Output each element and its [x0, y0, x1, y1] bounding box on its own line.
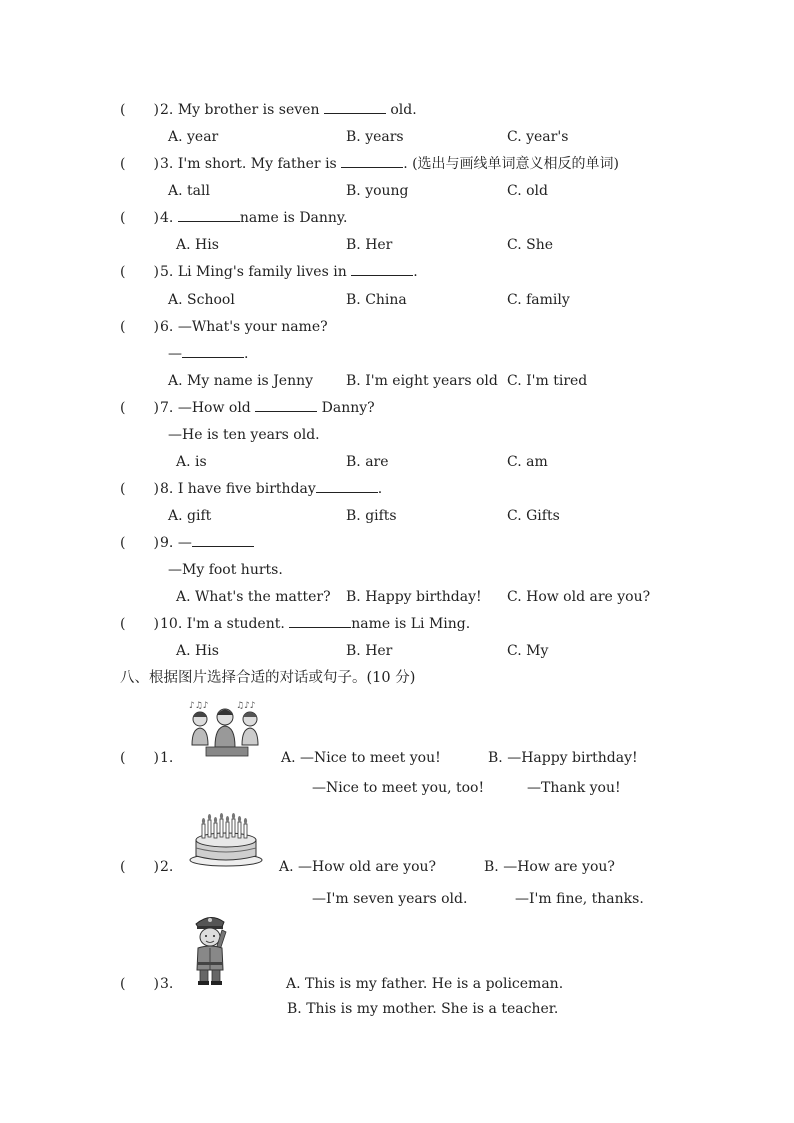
choice-b-line-1[interactable]: B. —How are you? [484, 859, 615, 875]
option-c[interactable]: C. How old are you? [507, 589, 651, 605]
question-stem: 3. I'm short. My father is . (选出与画线单词意义相反的单词) [160, 156, 620, 172]
question-line-2: —He is ten years old. [168, 427, 320, 443]
option-c[interactable]: C. family [507, 292, 570, 308]
choice-b-line-2: —Thank you! [527, 780, 621, 796]
option-c[interactable]: C. I'm tired [507, 373, 588, 389]
question-stem: 9. — [160, 534, 254, 552]
choice-b-line-1[interactable]: B. —Happy birthday! [488, 750, 638, 766]
option-b[interactable]: B. are [346, 454, 389, 470]
answer-blank[interactable] [324, 101, 386, 114]
answer-blank[interactable] [341, 155, 403, 168]
answer-paren[interactable]: ( ) [120, 400, 159, 416]
question-stem: 7. —How old Danny? [160, 400, 375, 416]
question-stem: 2. My brother is seven old. [160, 102, 417, 118]
option-b[interactable]: B. years [346, 129, 404, 145]
option-c[interactable]: C. am [507, 454, 548, 470]
answer-paren[interactable]: ( ) [120, 264, 159, 280]
option-a[interactable]: A. What's the matter? [176, 589, 331, 605]
answer-paren[interactable]: ( ) [120, 859, 159, 875]
option-a[interactable]: A. year [168, 129, 219, 145]
section-heading: 八、根据图片选择合适的对话或句子。(10 分) [120, 670, 416, 686]
birthday-cake-image [188, 810, 264, 868]
answer-blank[interactable] [289, 615, 351, 628]
option-c[interactable]: C. old [507, 183, 548, 199]
answer-paren[interactable]: ( ) [120, 750, 159, 766]
answer-paren[interactable]: ( ) [120, 976, 159, 992]
option-c[interactable]: C. Gifts [507, 508, 560, 524]
question-stem: 8. I have five birthday . [160, 481, 383, 497]
option-b[interactable]: B. gifts [346, 508, 397, 524]
question-stem: 4. name is Danny. [160, 210, 348, 226]
option-a[interactable]: A. His [176, 237, 219, 253]
choice-a-line-2: —I'm seven years old. [312, 891, 468, 907]
answer-paren[interactable]: ( ) [120, 102, 159, 118]
option-a[interactable]: A. His [176, 643, 219, 659]
option-b[interactable]: B. Her [346, 237, 393, 253]
answer-paren[interactable]: ( ) [120, 535, 159, 551]
answer-paren[interactable]: ( ) [120, 481, 159, 497]
option-a[interactable]: A. gift [168, 508, 212, 524]
option-a[interactable]: A. My name is Jenny [168, 373, 314, 389]
answer-blank[interactable] [182, 345, 244, 358]
choice-a-line-1[interactable]: A. —How old are you? [279, 859, 437, 875]
option-b[interactable]: B. Happy birthday! [346, 589, 482, 605]
answer-paren[interactable]: ( ) [120, 156, 159, 172]
option-c[interactable]: C. year's [507, 129, 569, 145]
question-line-2: — . [168, 346, 249, 362]
option-a[interactable]: A. tall [168, 183, 210, 199]
choice-b-line-2: —I'm fine, thanks. [515, 891, 644, 907]
option-a[interactable]: A. is [176, 454, 207, 470]
question-line-2: —My foot hurts. [168, 562, 283, 578]
choice-a-line-2: —Nice to meet you, too! [312, 780, 485, 796]
question-stem: 10. I'm a student. name is Li Ming. [160, 616, 471, 632]
option-b[interactable]: B. young [346, 183, 409, 199]
question-stem: 5. Li Ming's family lives in . [160, 264, 418, 280]
singing-children-image [186, 697, 264, 759]
answer-blank[interactable] [255, 399, 317, 412]
option-b[interactable]: B. China [346, 292, 407, 308]
option-c[interactable]: C. She [507, 237, 554, 253]
choice-b[interactable]: B. This is my mother. She is a teacher. [287, 1001, 559, 1017]
option-b[interactable]: B. Her [346, 643, 393, 659]
answer-paren[interactable]: ( ) [120, 210, 159, 226]
question-stem: 6. —What's your name? [160, 319, 328, 335]
item-number: 2. [160, 859, 174, 875]
answer-paren[interactable]: ( ) [120, 319, 159, 335]
answer-blank[interactable] [178, 209, 240, 222]
answer-paren[interactable]: ( ) [120, 616, 159, 632]
choice-a[interactable]: A. This is my father. He is a policeman. [286, 976, 564, 992]
answer-blank[interactable] [316, 480, 378, 493]
option-c[interactable]: C. My [507, 643, 549, 659]
answer-blank[interactable] [192, 534, 254, 547]
item-number: 3. [160, 976, 174, 992]
choice-a-line-1[interactable]: A. —Nice to meet you! [281, 750, 441, 766]
svg-text:♪♫♪: ♪♫♪ [189, 701, 209, 711]
option-a[interactable]: A. School [168, 292, 235, 308]
item-number: 1. [160, 750, 174, 766]
answer-blank[interactable] [351, 263, 413, 276]
option-b[interactable]: B. I'm eight years old [346, 373, 498, 389]
svg-text:♫♪♪: ♫♪♪ [236, 701, 256, 711]
policeman-image [190, 910, 230, 986]
